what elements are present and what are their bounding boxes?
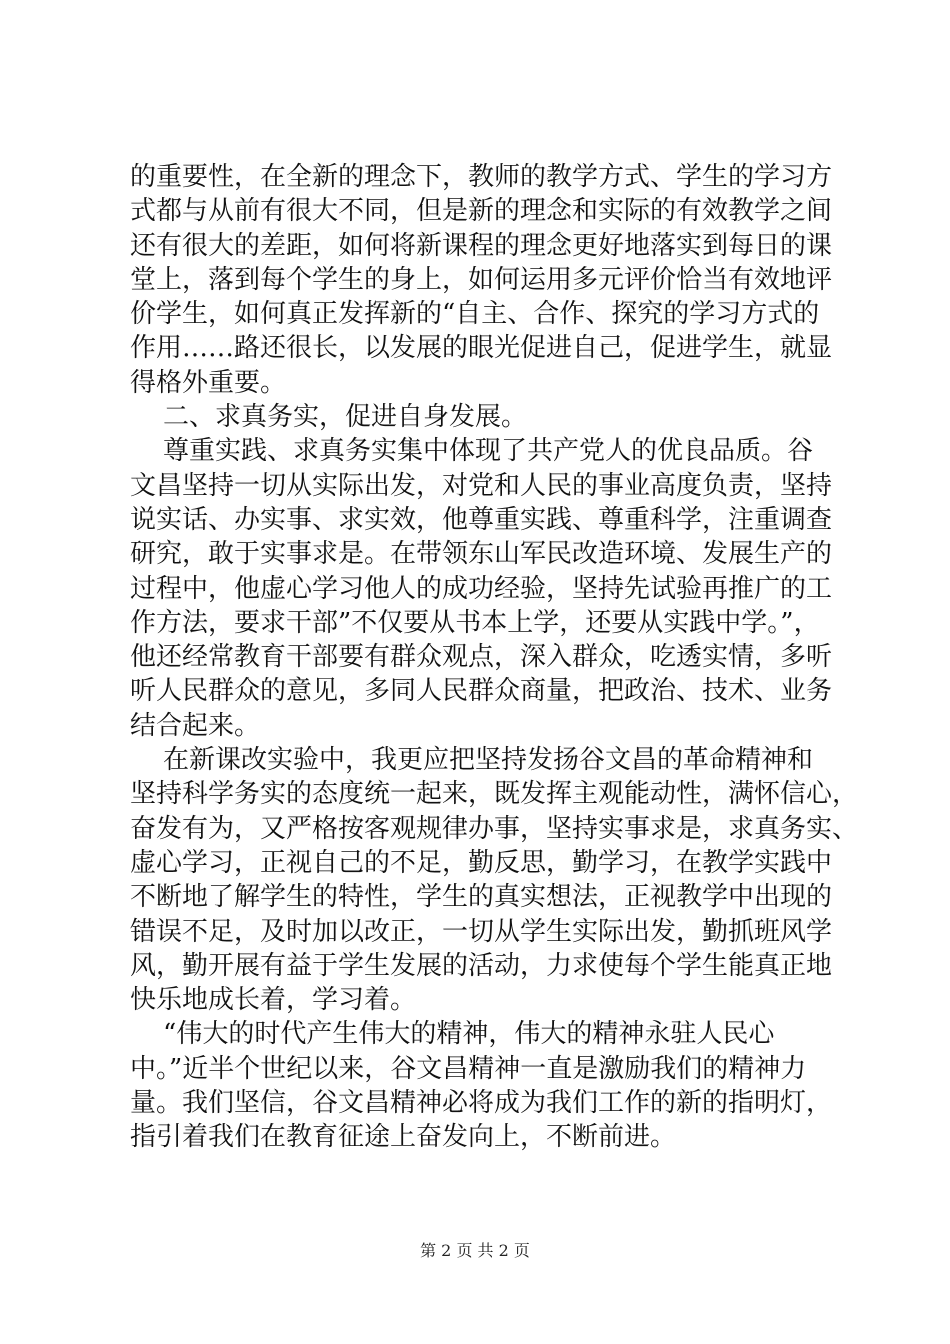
text-line: 作用……路还很长，以发展的眼光促进自己，促进学生，就显 [130,333,833,364]
text-line: 价学生，如何真正发挥新的“自主、合作、探究的学习方式的 [130,299,820,330]
text-line: 风，勤开展有益于学生发展的活动，力求使每个学生能真正地 [130,950,833,981]
section-heading: 二、求真务实，促进自身发展。 [130,402,528,433]
text-line: 的重要性，在全新的理念下，教师的教学方式、学生的学习方 [130,162,833,192]
text-line: 中。”近半个世纪以来，谷文昌精神一直是激励我们的精神力 [130,1053,807,1084]
text-line: 他还经常教育干部要有群众观点，深入群众，吃透实情，多听 [130,642,833,673]
text-line: 结合起来。 [130,710,261,741]
text-line: 文昌坚持一切从实际出发，对党和人民的事业高度负责，坚持 [130,470,833,501]
text-line: “伟大的时代产生伟大的精神，伟大的精神永驻人民心 [130,1019,775,1050]
text-line: 在新课改实验中，我更应把坚持发扬谷文昌的革命精神和 [130,745,814,776]
text-line: 量。我们坚信，谷文昌精神必将成为我们工作的新的指明灯， [130,1088,833,1119]
document-body [130,160,859,1155]
text-line: 尊重实践、求真务实集中体现了共产党人的优良品质。谷 [130,436,814,467]
text-line: 奋发有为，又严格按客观规律办事，坚持实事求是，求真务实、 [130,813,859,844]
text-line: 得格外重要。 [130,367,287,398]
text-line: 式都与从前有很大不同，但是新的理念和实际的有效教学之间 [130,196,833,227]
text-line: 作方法，要求干部”不仅要从书本上学，还要从实践中学。”， [130,607,820,638]
text-line: 堂上，落到每个学生的身上，如何运用多元评价恰当有效地评 [130,264,833,295]
text-line: 听人民群众的意见，多同人民群众商量，把政治、技术、业务 [130,676,833,707]
text-line: 快乐地成长着，学习着。 [130,985,417,1016]
text-line: 错误不足，及时加以改正，一切从学生实际出发，勤抓班风学 [130,916,833,947]
text-line: 指引着我们在教育征途上奋发向上，不断前进。 [130,1122,677,1153]
text-line: 还有很大的差距，如何将新课程的理念更好地落实到每日的课 [130,230,833,261]
text-line: 研究，敢于实事求是。在带领东山军民改造环境、发展生产的 [130,539,833,570]
text-line: 过程中，他虚心学习他人的成功经验，坚持先试验再推广的工 [130,573,833,604]
text-line: 虚心学习，正视自己的不足，勤反思，勤学习，在教学实践中 [130,847,833,878]
text-line: 说实话、办实事、求实效，他尊重实践、尊重科学，注重调查 [130,504,833,535]
page-number-footer: 第 2 页 共 2 页 [420,1241,530,1260]
text-line: 不断地了解学生的特性，学生的真实想法，正视教学中出现的 [130,882,833,913]
text-line: 坚持科学务实的态度统一起来，既发挥主观能动性，满怀信心， [130,779,859,810]
